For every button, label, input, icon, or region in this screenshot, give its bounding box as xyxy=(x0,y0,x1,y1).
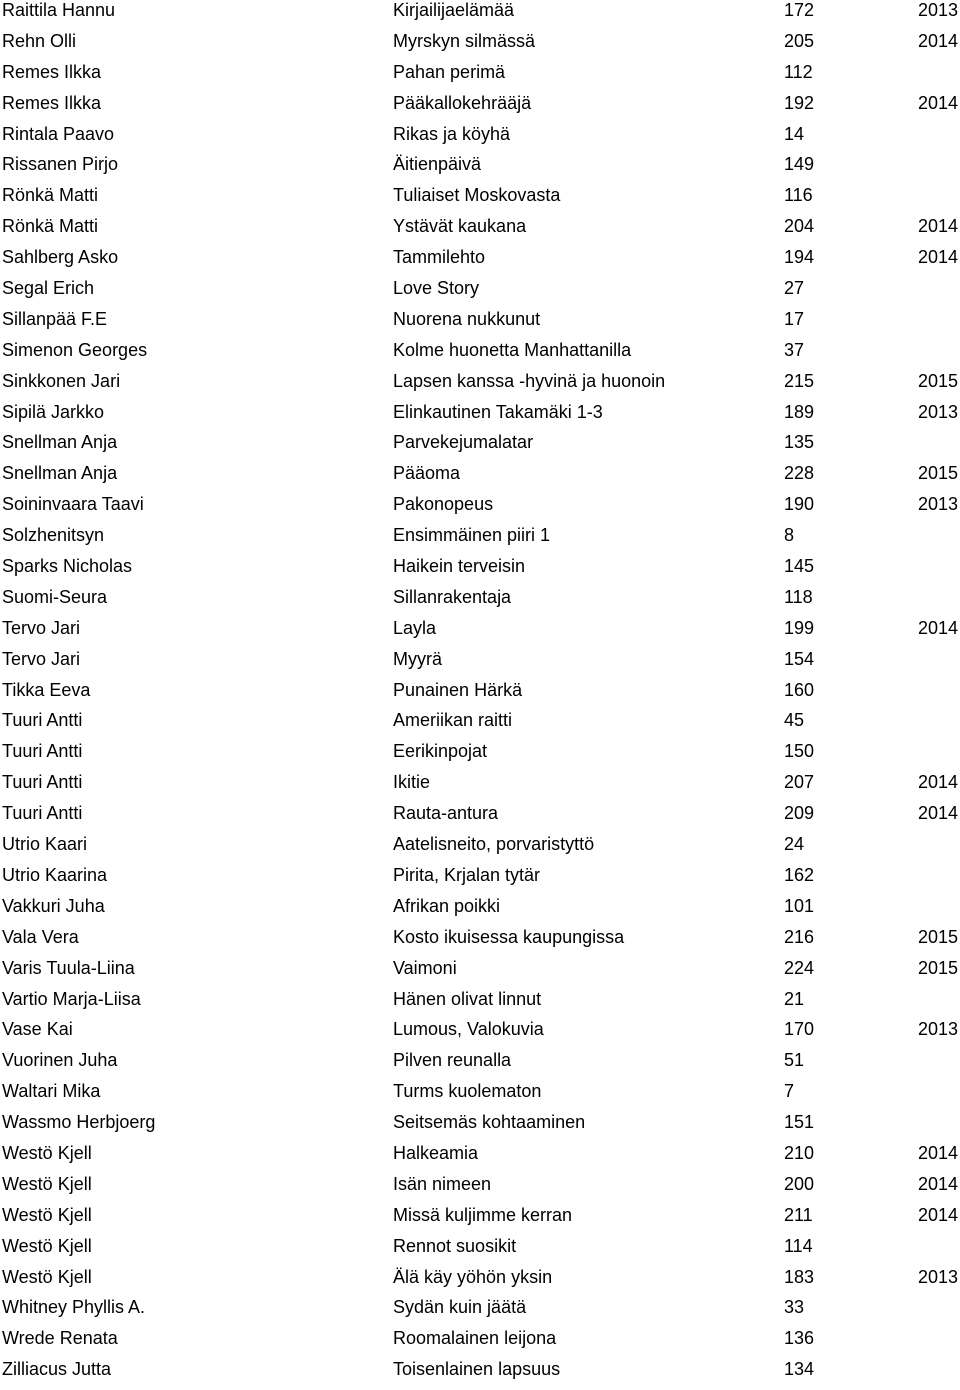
year-cell: 2015 xyxy=(917,926,958,947)
author-cell: Westö Kjell xyxy=(2,1142,92,1163)
table-row xyxy=(0,278,960,309)
pages-cell: 37 xyxy=(784,339,805,360)
title-cell: Elinkautinen Takamäki 1-3 xyxy=(393,401,603,422)
author-cell: Utrio Kaari xyxy=(2,834,88,855)
table-row xyxy=(0,154,960,185)
year-cell: 2014 xyxy=(917,1173,958,1194)
title-cell: Vaimoni xyxy=(393,957,457,978)
pages-cell: 170 xyxy=(784,1019,815,1040)
table-row xyxy=(0,31,960,62)
table-row xyxy=(0,927,960,958)
table-row xyxy=(0,309,960,340)
table-row xyxy=(0,1050,960,1081)
year-cell: 2014 xyxy=(917,617,958,638)
title-cell: Sillanrakentaja xyxy=(393,586,512,607)
author-cell: Varis Tuula-Liina xyxy=(2,957,135,978)
author-cell: Vala Vera xyxy=(2,926,79,947)
author-cell: Wassmo Herbjoerg xyxy=(2,1112,156,1133)
year-cell: 2013 xyxy=(917,0,958,20)
table-row xyxy=(0,62,960,93)
year-cell: 2014 xyxy=(917,216,958,237)
table-row xyxy=(0,124,960,155)
pages-cell: 205 xyxy=(784,30,815,51)
pages-cell: 183 xyxy=(784,1266,815,1287)
year-cell: 2013 xyxy=(917,494,958,515)
title-cell: Isän nimeen xyxy=(393,1173,492,1194)
author-cell: Rönkä Matti xyxy=(2,185,99,206)
title-cell: Myrskyn silmässä xyxy=(393,30,536,51)
author-cell: Snellman Anja xyxy=(2,432,118,453)
author-cell: Sipilä Jarkko xyxy=(2,401,105,422)
table-row xyxy=(0,340,960,371)
pages-cell: 151 xyxy=(784,1112,815,1133)
table-row xyxy=(0,989,960,1020)
author-cell: Sahlberg Asko xyxy=(2,247,119,268)
title-cell: Toisenlainen lapsuus xyxy=(393,1359,561,1380)
table-row xyxy=(0,1297,960,1328)
year-cell: 2014 xyxy=(917,30,958,51)
title-cell: Love Story xyxy=(393,278,480,299)
title-cell: Pilven reunalla xyxy=(393,1050,512,1071)
table-row xyxy=(0,680,960,711)
year-cell: 2015 xyxy=(917,370,958,391)
year-cell: 2014 xyxy=(917,1204,958,1225)
table-row xyxy=(0,1112,960,1143)
author-cell: Sparks Nicholas xyxy=(2,556,133,577)
pages-cell: 207 xyxy=(784,772,815,793)
table-row xyxy=(0,1236,960,1267)
author-cell: Vartio Marja-Liisa xyxy=(2,988,141,1009)
table-row xyxy=(0,1019,960,1050)
title-cell: Punainen Härkä xyxy=(393,679,523,700)
author-cell: Remes Ilkka xyxy=(2,92,102,113)
pages-cell: 154 xyxy=(784,648,815,669)
pages-cell: 194 xyxy=(784,247,815,268)
pages-cell: 162 xyxy=(784,864,815,885)
author-cell: Sillanpää F.E xyxy=(2,308,108,329)
table-row xyxy=(0,216,960,247)
table-row xyxy=(0,432,960,463)
pages-cell: 112 xyxy=(784,61,813,82)
author-cell: Soininvaara Taavi xyxy=(2,494,144,515)
table-row xyxy=(0,1081,960,1112)
author-cell: Whitney Phyllis A. xyxy=(2,1297,146,1318)
title-cell: Aatelisneito, porvaristyttö xyxy=(393,834,595,855)
author-cell: Solzhenitsyn xyxy=(2,525,105,546)
pages-cell: 199 xyxy=(784,617,815,638)
author-cell: Westö Kjell xyxy=(2,1235,92,1256)
pages-cell: 190 xyxy=(784,494,815,515)
author-cell: Tervo Jari xyxy=(2,648,81,669)
year-cell: 2015 xyxy=(917,957,958,978)
title-cell: Ensimmäinen piiri 1 xyxy=(393,525,551,546)
author-cell: Suomi-Seura xyxy=(2,586,108,607)
pages-cell: 224 xyxy=(784,957,815,978)
table-row xyxy=(0,587,960,618)
author-cell: Tuuri Antti xyxy=(2,741,83,762)
year-cell: 2013 xyxy=(917,1019,958,1040)
title-cell: Tammilehto xyxy=(393,247,486,268)
pages-cell: 8 xyxy=(784,525,795,546)
title-cell: Haikein terveisin xyxy=(393,556,526,577)
title-cell: Pääkallokehrääjä xyxy=(393,92,532,113)
title-cell: Turms kuolematon xyxy=(393,1081,542,1102)
year-cell: 2013 xyxy=(917,1266,958,1287)
table-row xyxy=(0,1143,960,1174)
pages-cell: 101 xyxy=(784,895,815,916)
table-row xyxy=(0,371,960,402)
pages-cell: 150 xyxy=(784,741,815,762)
title-cell: Roomalainen leijona xyxy=(393,1328,557,1349)
table-row xyxy=(0,865,960,896)
title-cell: Sydän kuin jäätä xyxy=(393,1297,527,1318)
pages-cell: 21 xyxy=(784,988,805,1009)
author-cell: Rissanen Pirjo xyxy=(2,154,119,175)
title-cell: Kirjailijaelämää xyxy=(393,0,515,20)
author-cell: Waltari Mika xyxy=(2,1081,101,1102)
title-cell: Kosto ikuisessa kaupungissa xyxy=(393,926,625,947)
author-cell: Tuuri Antti xyxy=(2,710,83,731)
author-cell: Rehn Olli xyxy=(2,30,77,51)
pages-cell: 149 xyxy=(784,154,815,175)
author-cell: Simenon Georges xyxy=(2,339,148,360)
author-cell: Zilliacus Jutta xyxy=(2,1359,112,1380)
year-cell: 2014 xyxy=(917,1142,958,1163)
year-cell: 2014 xyxy=(917,92,958,113)
table-row xyxy=(0,803,960,834)
title-cell: Ystävät kaukana xyxy=(393,216,527,237)
table-row xyxy=(0,649,960,680)
author-cell: Westö Kjell xyxy=(2,1204,92,1225)
title-cell: Rennot suosikit xyxy=(393,1235,517,1256)
pages-cell: 160 xyxy=(784,679,815,700)
title-cell: Rauta-antura xyxy=(393,803,499,824)
table-row xyxy=(0,494,960,525)
author-cell: Rintala Paavo xyxy=(2,123,115,144)
table-row xyxy=(0,1359,960,1390)
title-cell: Pahan perimä xyxy=(393,61,506,82)
title-cell: Parvekejumalatar xyxy=(393,432,534,453)
author-cell: Sinkkonen Jari xyxy=(2,370,121,391)
author-cell: Tervo Jari xyxy=(2,617,81,638)
pages-cell: 24 xyxy=(784,834,805,855)
author-cell: Segal Erich xyxy=(2,278,95,299)
pages-cell: 210 xyxy=(784,1142,815,1163)
pages-cell: 192 xyxy=(784,92,815,113)
pages-cell: 145 xyxy=(784,556,815,577)
author-cell: Vuorinen Juha xyxy=(2,1050,118,1071)
author-cell: Rönkä Matti xyxy=(2,216,99,237)
author-cell: Vakkuri Juha xyxy=(2,895,105,916)
title-cell: Äitienpäivä xyxy=(393,154,482,175)
pages-cell: 114 xyxy=(784,1235,813,1256)
pages-cell: 204 xyxy=(784,216,815,237)
table-row xyxy=(0,741,960,772)
title-cell: Ameriikan raitti xyxy=(393,710,513,731)
pages-cell: 45 xyxy=(784,710,805,731)
table-row xyxy=(0,525,960,556)
author-cell: Vase Kai xyxy=(2,1019,73,1040)
year-cell: 2014 xyxy=(917,247,958,268)
pages-cell: 172 xyxy=(784,0,815,20)
author-cell: Tikka Eeva xyxy=(2,679,91,700)
pages-cell: 134 xyxy=(784,1359,815,1380)
pages-cell: 14 xyxy=(784,123,805,144)
pages-cell: 211 xyxy=(784,1204,813,1225)
table-row xyxy=(0,618,960,649)
title-cell: Ikitie xyxy=(393,772,431,793)
title-cell: Pakonopeus xyxy=(393,494,494,515)
table-row xyxy=(0,463,960,494)
table-row xyxy=(0,0,960,31)
year-cell: 2013 xyxy=(917,401,958,422)
title-cell: Nuorena nukkunut xyxy=(393,308,541,329)
title-cell: Rikas ja köyhä xyxy=(393,123,511,144)
pages-cell: 17 xyxy=(784,308,805,329)
author-cell: Utrio Kaarina xyxy=(2,864,108,885)
title-cell: Hänen olivat linnut xyxy=(393,988,542,1009)
table-row xyxy=(0,93,960,124)
pages-cell: 189 xyxy=(784,401,815,422)
table-row xyxy=(0,1328,960,1359)
table-row xyxy=(0,958,960,989)
table-row xyxy=(0,247,960,278)
pages-cell: 136 xyxy=(784,1328,815,1349)
table-row xyxy=(0,834,960,865)
pages-cell: 116 xyxy=(784,185,813,206)
author-cell: Westö Kjell xyxy=(2,1173,92,1194)
table-row xyxy=(0,1205,960,1236)
title-cell: Myyrä xyxy=(393,648,442,669)
title-cell: Tuliaiset Moskovasta xyxy=(393,185,561,206)
author-cell: Snellman Anja xyxy=(2,463,118,484)
title-cell: Pääoma xyxy=(393,463,461,484)
title-cell: Kolme huonetta Manhattanilla xyxy=(393,339,632,360)
pages-cell: 135 xyxy=(784,432,815,453)
table-row xyxy=(0,710,960,741)
pages-cell: 228 xyxy=(784,463,815,484)
table-row xyxy=(0,556,960,587)
pages-cell: 27 xyxy=(784,278,805,299)
pages-cell: 51 xyxy=(784,1050,805,1071)
table-row xyxy=(0,402,960,433)
table-row xyxy=(0,1174,960,1205)
title-cell: Halkeamia xyxy=(393,1142,479,1163)
author-cell: Remes Ilkka xyxy=(2,61,102,82)
author-cell: Wrede Renata xyxy=(2,1328,118,1349)
title-cell: Lumous, Valokuvia xyxy=(393,1019,544,1040)
table-row xyxy=(0,185,960,216)
author-cell: Raittila Hannu xyxy=(2,0,116,20)
table-row xyxy=(0,896,960,927)
author-cell: Tuuri Antti xyxy=(2,803,83,824)
pages-cell: 215 xyxy=(784,370,815,391)
title-cell: Lapsen kanssa -hyvinä ja huonoin xyxy=(393,370,666,391)
pages-cell: 7 xyxy=(784,1081,795,1102)
title-cell: Layla xyxy=(393,617,437,638)
table-row xyxy=(0,772,960,803)
title-cell: Pirita, Krjalan tytär xyxy=(393,864,541,885)
title-cell: Eerikinpojat xyxy=(393,741,488,762)
pages-cell: 209 xyxy=(784,803,815,824)
title-cell: Missä kuljimme kerran xyxy=(393,1204,573,1225)
title-cell: Afrikan poikki xyxy=(393,895,501,916)
year-cell: 2014 xyxy=(917,803,958,824)
pages-cell: 118 xyxy=(784,586,813,607)
table-row xyxy=(0,1267,960,1298)
pages-cell: 33 xyxy=(784,1297,805,1318)
year-cell: 2015 xyxy=(917,463,958,484)
pages-cell: 216 xyxy=(784,926,815,947)
title-cell: Älä käy yöhön yksin xyxy=(393,1266,553,1287)
title-cell: Seitsemäs kohtaaminen xyxy=(393,1112,586,1133)
year-cell: 2014 xyxy=(917,772,958,793)
author-cell: Tuuri Antti xyxy=(2,772,83,793)
author-cell: Westö Kjell xyxy=(2,1266,92,1287)
pages-cell: 200 xyxy=(784,1173,815,1194)
